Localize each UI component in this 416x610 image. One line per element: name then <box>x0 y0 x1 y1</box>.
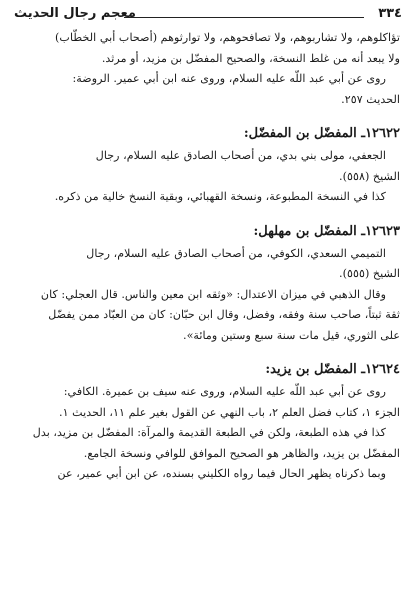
text-line: كذا في النسخة المطبوعة، ونسخة القهبائي، وبقية النسخ خالية من ذكره. <box>54 190 386 203</box>
text-line: ولا يبعد أنه من غلط النسخة، والصحيح المفضّل بن مزيد، أو مرثد. <box>101 51 400 65</box>
text-line: ثقة ثبتاً، صاحب سنة وفقه، وفضل، وقال ابن حبّان: كان من العبّاد ممن يفضّل <box>48 308 400 321</box>
text-line: الجزء ١، كتاب فضل العلم ٢، باب النهي عن القول بغير علم ١١، الحديث ١. <box>59 405 400 419</box>
running-title: معجم رجال الحديث <box>14 6 136 21</box>
text-line: وبما ذكرناه يظهر الحال فيما رواه الكليني بسنده، عن ابن أبي عمير، عن <box>57 467 386 480</box>
text-line: روى عن أبي عبد اللّه عليه السلام، وروى عنه سيف بن عميرة. الكافي: <box>63 385 386 398</box>
header-rule <box>124 17 364 18</box>
text-line: الشيخ (٥٥٨). <box>339 169 400 183</box>
text-line: الجعفي، مولى بني بدي، من أصحاب الصادق عليه السلام، رجال <box>95 149 386 162</box>
text-line: الشيخ (٥٥٥). <box>339 267 400 280</box>
entry-title: ١٢٦٢٣ـ المفضّل بن مهلهل: <box>253 223 400 239</box>
text-line: على الثوري، قيل مات سنة سبع وستين ومائة». <box>183 328 400 342</box>
page-header <box>14 6 402 26</box>
page-number: ٣٣٤ <box>378 6 402 21</box>
entry-title: ١٢٦٢٢ـ المفضّل بن المفضّل: <box>243 126 400 141</box>
text-line: التميمي السعدي، الكوفي، من أصحاب الصادق عليه السلام، رجال <box>86 246 386 260</box>
text-line: تؤاكلوهم، ولا تشاربوهم، ولا تصافحوهم، ولا توارثوهم (أصحاب أبي الخطّاب) <box>55 31 400 44</box>
text-line: الحديث ٢٥٧. <box>341 92 400 106</box>
text-line: وقال الذهبي في ميزان الاعتدال: «وثقه ابن معين والناس. قال العجلي: كان <box>40 287 386 301</box>
text-line: روى عن أبي عبد اللّه عليه السلام، وروى عنه ابن أبي عمير. الروضة: <box>72 72 386 85</box>
entry-title: ١٢٦٢٤ـ المفضّل بن يزيد: <box>265 362 400 377</box>
text-line: كذا في هذه الطبعة، ولكن في الطبعة القديمة والمرآة: المفضّل بن مزيد، بدل <box>32 426 386 439</box>
text-line: المفضّل بن يزيد، والظاهر هو الصحيح الموافق للوافي ونسخة الجامع. <box>83 446 400 460</box>
page-body <box>12 28 400 485</box>
